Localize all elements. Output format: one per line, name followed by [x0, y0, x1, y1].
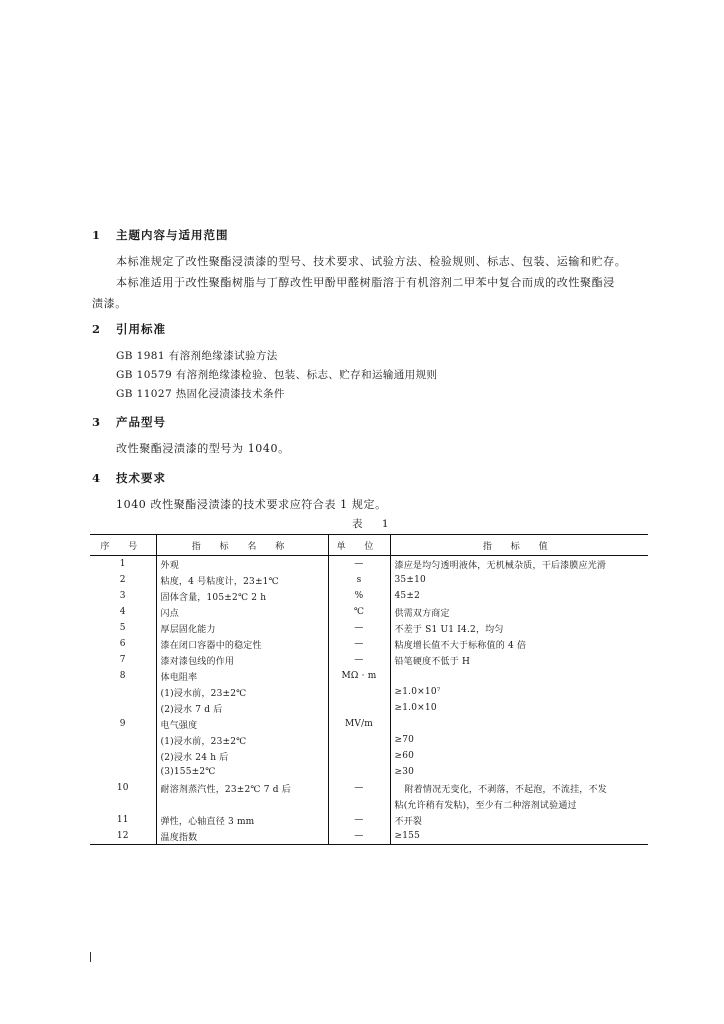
- cell-item-name: 耐溶剂蒸汽性，23±2℃ 7 d 后: [156, 780, 328, 796]
- cell-unit: MΩ · m: [328, 668, 390, 684]
- cell-serial: [90, 748, 156, 764]
- cell-serial: [90, 684, 156, 700]
- table-row: [90, 572, 648, 588]
- section-3-title: 产品型号: [116, 415, 166, 429]
- cell-serial: 1: [90, 556, 156, 573]
- cell-serial: 5: [90, 620, 156, 636]
- table-row: [90, 732, 648, 748]
- cell-item-name: 厚层固化能力: [156, 620, 328, 636]
- cell-serial: 10: [90, 780, 156, 796]
- scope-paragraph-2-line-1: 本标准适用于改性聚酯树脂与丁醇改性甲酚甲醛树脂溶于有机溶剂二甲苯中复合而成的改性聚酯浸: [116, 276, 615, 289]
- section-2-number: 2: [92, 322, 102, 336]
- cell-serial: 7: [90, 652, 156, 668]
- table-header-row: [90, 535, 648, 556]
- table-row: [90, 716, 648, 732]
- cell-item-name: 漆在闭口容器中的稳定性: [156, 636, 328, 652]
- cell-item-name: 漆对漆包线的作用: [156, 652, 328, 668]
- cell-serial: 2: [90, 572, 156, 588]
- table-row: [90, 796, 648, 812]
- table-row: [90, 764, 648, 780]
- scope-paragraph-2-line-2: 渍漆。: [92, 297, 127, 310]
- cell-unit: [328, 684, 390, 700]
- cell-value: 粘度增长值不大于标称值的 4 倍: [394, 640, 527, 651]
- cell-unit: [328, 732, 390, 748]
- cell-value: [390, 668, 648, 684]
- cell-unit: —: [328, 780, 390, 796]
- cell-item-name: 固体含量，105±2℃ 2 h: [156, 588, 328, 604]
- scope-paragraph-1: 本标准规定了改性聚酯浸渍漆的型号、技术要求、试验方法、检验规则、标志、包装、运输和贮存。: [116, 255, 627, 268]
- reference-item: GB 1981 有溶剂绝缘漆试验方法: [116, 350, 278, 362]
- table-row: [90, 700, 648, 716]
- section-1-heading: [92, 227, 229, 243]
- cell-item-name: (3)155±2℃: [156, 764, 328, 780]
- cell-value: 附着情况无变化，不剥落，不起泡，不流挂，不发: [404, 784, 607, 795]
- cell-serial: [90, 700, 156, 716]
- cell-value: 不开裂: [394, 816, 423, 827]
- reference-item: GB 11027 热固化浸渍漆技术条件: [116, 388, 285, 400]
- cell-value: 铅笔硬度不低于 H: [394, 656, 471, 667]
- cell-item-name: (2)浸水 24 h 后: [156, 748, 328, 764]
- section-4-number: 4: [92, 471, 102, 485]
- reference-item: GB 10579 有溶剂绝缘漆检验、包装、标志、贮存和运输通用规则: [116, 369, 438, 381]
- header-value: 指 标 值: [390, 535, 648, 556]
- cell-serial: [90, 732, 156, 748]
- cell-unit: —: [328, 556, 390, 573]
- cell-serial: 12: [90, 828, 156, 845]
- table-row: [90, 604, 648, 620]
- spec-table: [90, 534, 648, 845]
- table-row: [90, 668, 648, 684]
- section-4-title: 技术要求: [116, 471, 166, 485]
- cell-serial: 9: [90, 716, 156, 732]
- cell-serial: 8: [90, 668, 156, 684]
- cell-value: 漆应是均匀透明液体，无机械杂质，干后漆膜应光滑: [394, 560, 607, 571]
- section-4-heading: [92, 470, 166, 486]
- cell-value: 35±10: [394, 575, 426, 585]
- cell-unit: —: [328, 812, 390, 828]
- cell-serial: 3: [90, 588, 156, 604]
- table-row: [90, 828, 648, 845]
- cell-value: 供需双方商定: [394, 608, 450, 619]
- cell-item-name: 闪点: [156, 604, 328, 620]
- cell-unit: [328, 796, 390, 812]
- cell-value: ≥1.0×10⁷: [394, 687, 441, 697]
- section-2-heading: [92, 321, 166, 337]
- header-item-name: 指 标 名 称: [156, 535, 328, 556]
- cell-unit: [328, 764, 390, 780]
- cell-value: 不差于 S1 U1 I4.2，均匀: [394, 624, 504, 635]
- section-2-title: 引用标准: [116, 322, 166, 336]
- cell-unit: %: [328, 588, 390, 604]
- cell-serial: [90, 764, 156, 780]
- header-serial: 序 号: [90, 535, 156, 556]
- cell-value: [390, 716, 648, 732]
- section-1-number: 1: [92, 228, 102, 242]
- requirement-paragraph: 1040 改性聚酯浸渍漆的技术要求应符合表 1 规定。: [116, 498, 387, 511]
- cell-unit: MV/m: [328, 716, 390, 732]
- table-row: [90, 684, 648, 700]
- cell-value: 粘(允许稍有发粘)，至少有二种溶剂试验通过: [394, 800, 577, 811]
- cell-serial: 6: [90, 636, 156, 652]
- cell-item-name: 弹性，心轴直径 3 mm: [156, 812, 328, 828]
- cell-item-name: (1)浸水前，23±2℃: [156, 684, 328, 700]
- cell-value: ≥30: [394, 767, 415, 777]
- section-1-title: 主题内容与适用范围: [116, 228, 229, 242]
- cell-item-name: 体电阻率: [156, 668, 328, 684]
- cell-item-name: [156, 796, 328, 812]
- table-row: [90, 620, 648, 636]
- margin-mark: [90, 952, 91, 962]
- cell-item-name: 电气强度: [156, 716, 328, 732]
- cell-item-name: (1)浸水前，23±2℃: [156, 732, 328, 748]
- cell-value: ≥60: [394, 751, 415, 761]
- table-row: [90, 748, 648, 764]
- table-row: [90, 636, 648, 652]
- table-row: [90, 652, 648, 668]
- cell-serial: [90, 796, 156, 812]
- cell-unit: —: [328, 620, 390, 636]
- cell-value: ≥1.0×10: [394, 703, 437, 713]
- cell-value: ≥70: [394, 735, 415, 745]
- cell-unit: ℃: [328, 604, 390, 620]
- section-3-number: 3: [92, 415, 102, 429]
- cell-unit: —: [328, 828, 390, 845]
- section-3-heading: [92, 414, 166, 430]
- cell-unit: [328, 700, 390, 716]
- header-unit: 单 位: [328, 535, 390, 556]
- cell-serial: 11: [90, 812, 156, 828]
- table-caption: 表 1: [352, 518, 397, 530]
- model-paragraph: 改性聚酯浸渍漆的型号为 1040。: [116, 442, 290, 455]
- table-row: [90, 780, 648, 796]
- cell-value: 45±2: [394, 591, 421, 601]
- cell-item-name: 外观: [156, 556, 328, 573]
- cell-item-name: (2)浸水 7 d 后: [156, 700, 328, 716]
- cell-unit: —: [328, 652, 390, 668]
- cell-item-name: 温度指数: [156, 828, 328, 845]
- cell-value: ≥155: [390, 828, 648, 845]
- cell-item-name: 粘度，4 号粘度计，23±1℃: [156, 572, 328, 588]
- cell-unit: [328, 748, 390, 764]
- table-row: [90, 812, 648, 828]
- table-row: [90, 588, 648, 604]
- cell-serial: 4: [90, 604, 156, 620]
- cell-unit: s: [328, 572, 390, 588]
- cell-unit: —: [328, 636, 390, 652]
- table-row: [90, 556, 648, 573]
